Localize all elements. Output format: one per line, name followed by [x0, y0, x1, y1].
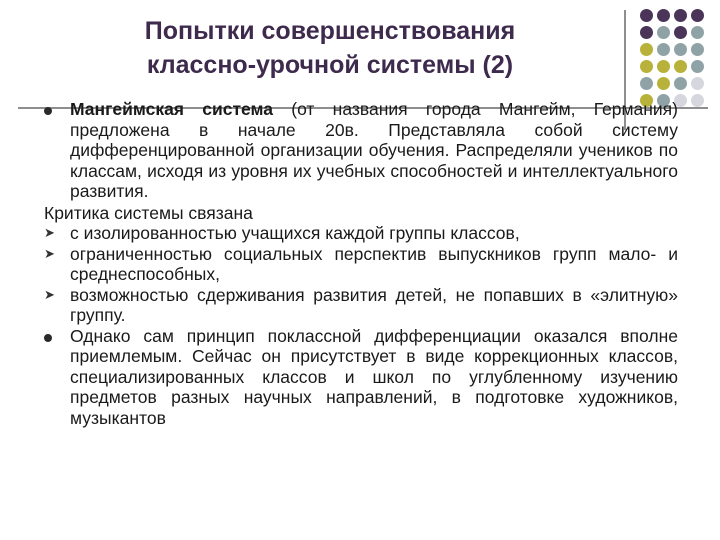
decor-dot	[640, 77, 653, 90]
term-mannheim-system: Мангеймская система	[70, 99, 274, 119]
decor-dot	[657, 60, 670, 73]
arrow-bullet-icon: ➤	[44, 225, 55, 240]
slide-body	[44, 99, 678, 428]
decor-dot	[691, 94, 704, 107]
slide-title	[80, 14, 580, 82]
decor-dot	[640, 26, 653, 39]
list-item-text: с изолированностью учащихся каждой группы классов,	[70, 223, 520, 243]
decor-dot	[691, 77, 704, 90]
decor-dot	[691, 9, 704, 22]
decor-dot	[674, 9, 687, 22]
bullet-dot	[44, 99, 66, 120]
decor-dot	[640, 60, 653, 73]
arrow-bullet-icon: ➤	[44, 245, 55, 261]
decor-dot	[691, 60, 704, 73]
decor-dot	[657, 43, 670, 56]
title-line-1: Попытки совершенствования	[144, 17, 516, 45]
arrow-bullet-icon: ➤	[44, 286, 55, 302]
decor-dot	[674, 43, 687, 56]
list-item-text: возможностью сдерживания развития детей, не попавших в «элитную» группу.	[70, 284, 678, 325]
paragraph-mannheim	[44, 99, 678, 202]
decor-dot	[674, 60, 687, 73]
list-item-text: ограниченностью социальных перспектив выпускников групп мало- и среднеспособных,	[70, 243, 678, 284]
critique-heading: Критика системы связана	[44, 202, 253, 223]
list-item	[44, 244, 678, 285]
list-item	[44, 285, 678, 326]
decor-dot	[674, 26, 687, 39]
decor-dot	[640, 43, 653, 56]
decor-dot	[674, 77, 687, 90]
decor-dot	[657, 77, 670, 90]
decor-dot	[691, 43, 704, 56]
decor-dot	[640, 9, 653, 22]
paragraph-mannheim-text: (от названия города Мангейм, Германия) предложена в начале 20в. Представляла собой систему дифференцированной организации обучения. Распределяли учеников по классам, исходя из уровня их учебных способностей и интеллектуального развития.	[70, 99, 678, 201]
decor-dot	[657, 26, 670, 39]
paragraph-differentiation-text: Однако сам принцип поклассной дифференциации оказался вполне приемлемым. Сейчас он присутствует в виде коррекционных классов, специализированных классов и школ по углубленному изучению предметов разных научных направлений, в подготовке художников, музыкантов	[70, 325, 678, 428]
list-item	[44, 223, 678, 244]
decor-dot	[657, 9, 670, 22]
paragraph-differentiation	[44, 326, 678, 429]
decor-dot	[691, 26, 704, 39]
bullet-dot	[44, 326, 66, 347]
title-line-2: классно-урочной системы (2)	[146, 51, 514, 79]
